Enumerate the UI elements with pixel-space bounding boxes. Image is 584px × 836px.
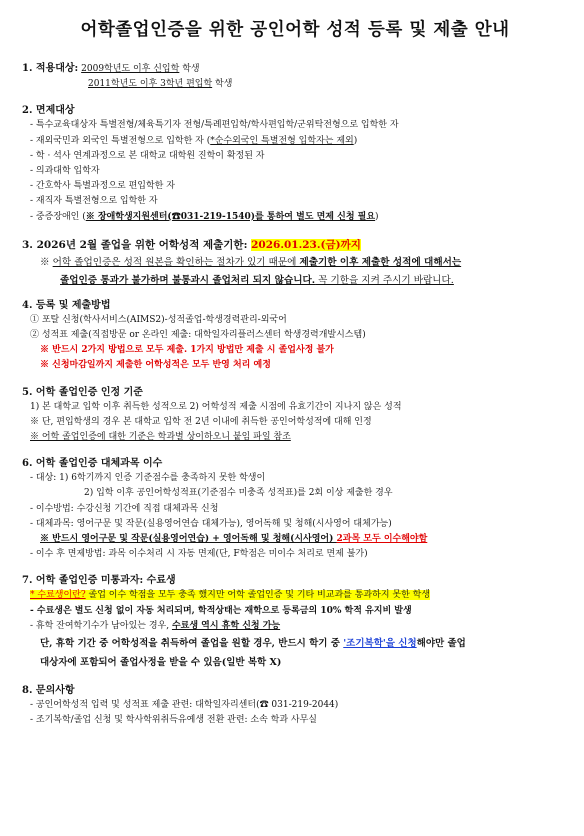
list-item: - 재직자 특별전형으로 입학한 자 — [30, 196, 158, 207]
list-text: - 중증장애인 ( — [30, 211, 86, 222]
section-eligibility — [22, 61, 568, 92]
section-criteria — [22, 385, 568, 446]
list-item: - 간호학사 특별과정으로 편입학한 자 — [30, 181, 175, 192]
list-item: ① 포탈 신청(학사서비스(AIMS2)-성적졸업-학생경력관리-외국어 — [30, 314, 287, 325]
foreigner-exception-note: *순수외국인 특별전형 입학자는 제외 — [210, 135, 354, 146]
eligibility-line-2 — [22, 77, 568, 92]
list-item: - 특수교육대상자 특별전형/체육특기자 전형/특례편입학/학사편입학/군위탁전형으로 입학한 자 — [30, 120, 399, 131]
leave-of-absence-note: 수료생 역시 휴학 신청 가능 — [171, 620, 281, 631]
early-return-note-cont: 대상자에 포함되어 졸업사정을 받을 수 있음(일반 복학 X) — [40, 657, 282, 669]
section-heading: 2. 면제대상 — [22, 105, 75, 117]
list-item: ※ 단, 편입학생의 경우 본 대학교 입학 전 2년 이내에 취득한 공인어학성적에 대해 인정 — [30, 416, 372, 427]
eligibility-transfer: 2011학년도 이후 3학년 편입학 — [88, 79, 213, 90]
list-item: ② 성적표 제출(직접방문 or 온라인 제출: 대학일자리플러스센터 학생경력개발시스템) — [30, 330, 366, 341]
deadline-notice-line-1 — [22, 254, 568, 272]
section-heading: 3. 2026년 2월 졸업을 위한 어학성적 제출기한: — [22, 238, 252, 251]
deadline-date: 2026.01.23.(금)까지 — [251, 238, 361, 251]
early-return-note — [22, 634, 568, 653]
list-item: - 대상: 1) 6학기까지 인증 기준점수를 충족하지 못한 학생이 — [30, 473, 266, 484]
section-contact — [22, 683, 568, 728]
deadline-heading — [22, 236, 568, 254]
list-text: ) — [375, 211, 379, 222]
notice-text-bold: 제출기한 이후 제출한 성적에 대해서는 — [299, 256, 462, 268]
list-item: - 이수방법: 수강신청 기간에 직접 대체과목 신청 — [30, 503, 219, 514]
warning-note: ※ 반드시 2가지 방법으로 모두 제출. 1가지 방법만 제출 시 졸업사정 불가 — [40, 345, 334, 356]
list-item — [22, 134, 568, 149]
list-text: - 휴학 잔여학기수가 남아있는 경우, — [30, 620, 172, 631]
section-heading: 6. 어학 졸업인증 대체과목 이수 — [22, 458, 163, 470]
eligibility-freshmen: 2009학년도 이후 신입학 — [81, 64, 180, 74]
section-substitute-courses — [22, 456, 568, 562]
list-item: - 이수 후 면제방법: 과목 이수처리 시 자동 면제(단, F학점은 미이수 처리로 면제 불가) — [30, 549, 368, 560]
section-heading: 8. 문의사항 — [22, 685, 75, 697]
attachment-reference: ※ 어학 졸업인증에 대한 기준은 학과별 상이하오니 붙임 파일 참조 — [30, 432, 291, 443]
note-text-red: 2과목 모두 이수해야함 — [336, 534, 428, 545]
note-text: 해야만 졸업 — [416, 638, 466, 650]
deadline-notice-line-2 — [22, 272, 568, 290]
eligibility-line-1 — [22, 61, 568, 77]
definition-term: * 수료생이란? — [30, 590, 86, 601]
list-text: - 재외국민과 외국인 특별전형으로 입학한 자 ( — [30, 135, 211, 146]
notice-mark: ※ — [40, 256, 53, 268]
list-item: - 학 · 석사 연계과정으로 본 대학교 대학원 진학이 확정된 자 — [30, 150, 265, 161]
note-text: 단, 휴학 기간 중 어학성적을 취득하여 졸업을 원할 경우, 반드시 학기 중 — [40, 638, 344, 650]
section-heading: 5. 어학 졸업인증 인정 기준 — [22, 386, 143, 398]
early-return-link[interactable]: '조기복학'을 신청 — [343, 638, 417, 650]
required-courses-note — [22, 532, 568, 547]
list-item: 1) 본 대학교 입학 이후 취득한 성적으로 2) 어학성적 제출 시점에 유효기간이 지나지 않은 성적 — [30, 401, 402, 412]
section-exemptions — [22, 103, 568, 224]
page-title: 어학졸업인증을 위한 공인어학 성적 등록 및 제출 안내 — [80, 20, 510, 40]
eligibility-text: 학생 — [212, 79, 233, 90]
eligibility-text: 학생 — [179, 64, 200, 74]
contact-line: - 공인어학성적 입력 및 성적표 제출 관련: 대학일자리센터(☎ 031-219-2044) — [30, 700, 339, 711]
section-completion-students — [22, 573, 568, 672]
note-text-bold: ※ 반드시 영어구문 및 작문(실용영어연습) + 영어독해 및 청해(시사영어) — [40, 534, 337, 545]
section-heading: 4. 등록 및 제출방법 — [22, 299, 111, 311]
list-item: 2) 입학 이후 공인어학성적표(기준점수 미충족 성적표)를 2회 이상 제출한 경우 — [84, 488, 393, 499]
list-item — [22, 619, 568, 634]
definition-line — [22, 588, 568, 603]
section-heading: 7. 어학 졸업인증 미통과자: 수료생 — [22, 575, 176, 587]
notice-text-bold: 졸업인증 통과가 불가하며 불통과시 졸업처리 되지 않습니다. — [60, 274, 316, 286]
list-text: ) — [353, 135, 358, 146]
definition-text: 졸업 이수 학점을 모두 충족 했지만 어학 졸업인증 및 기타 비교과를 통과하지 못한 학생 — [85, 590, 431, 601]
notice-text: 꼭 기한을 지켜 주시기 바랍니다. — [315, 274, 454, 286]
list-item: - 수료생은 별도 신청 없이 자동 처리되며, 학적상태는 재학으로 등록금의 10% 학적 유지비 발생 — [30, 605, 412, 616]
section-heading: 1. 적용대상: — [22, 63, 79, 74]
section-deadline — [22, 236, 568, 290]
section-submission-method — [22, 298, 568, 374]
notice-text: 어학 졸업인증은 성적 원본을 확인하는 절차가 있기 때문에 — [52, 256, 300, 268]
warning-note: ※ 신청마감일까지 제출한 어학성적은 모두 반영 처리 예정 — [40, 360, 271, 371]
disability-center-note: ※ 장애학생지원센터(☎031-219-1540)를 통하여 별도 면제 신청 필요 — [85, 211, 376, 222]
list-item: - 의과대학 입학자 — [30, 166, 100, 177]
contact-line: - 조기복학/졸업 신청 및 학사학위취득유예생 전환 관련: 소속 학과 사무실 — [30, 715, 317, 726]
list-item — [22, 210, 568, 225]
list-item: - 대체과목: 영어구문 및 작문(실용영어연습 대체가능), 영어독해 및 청해(시사영어 대체가능) — [30, 518, 392, 529]
